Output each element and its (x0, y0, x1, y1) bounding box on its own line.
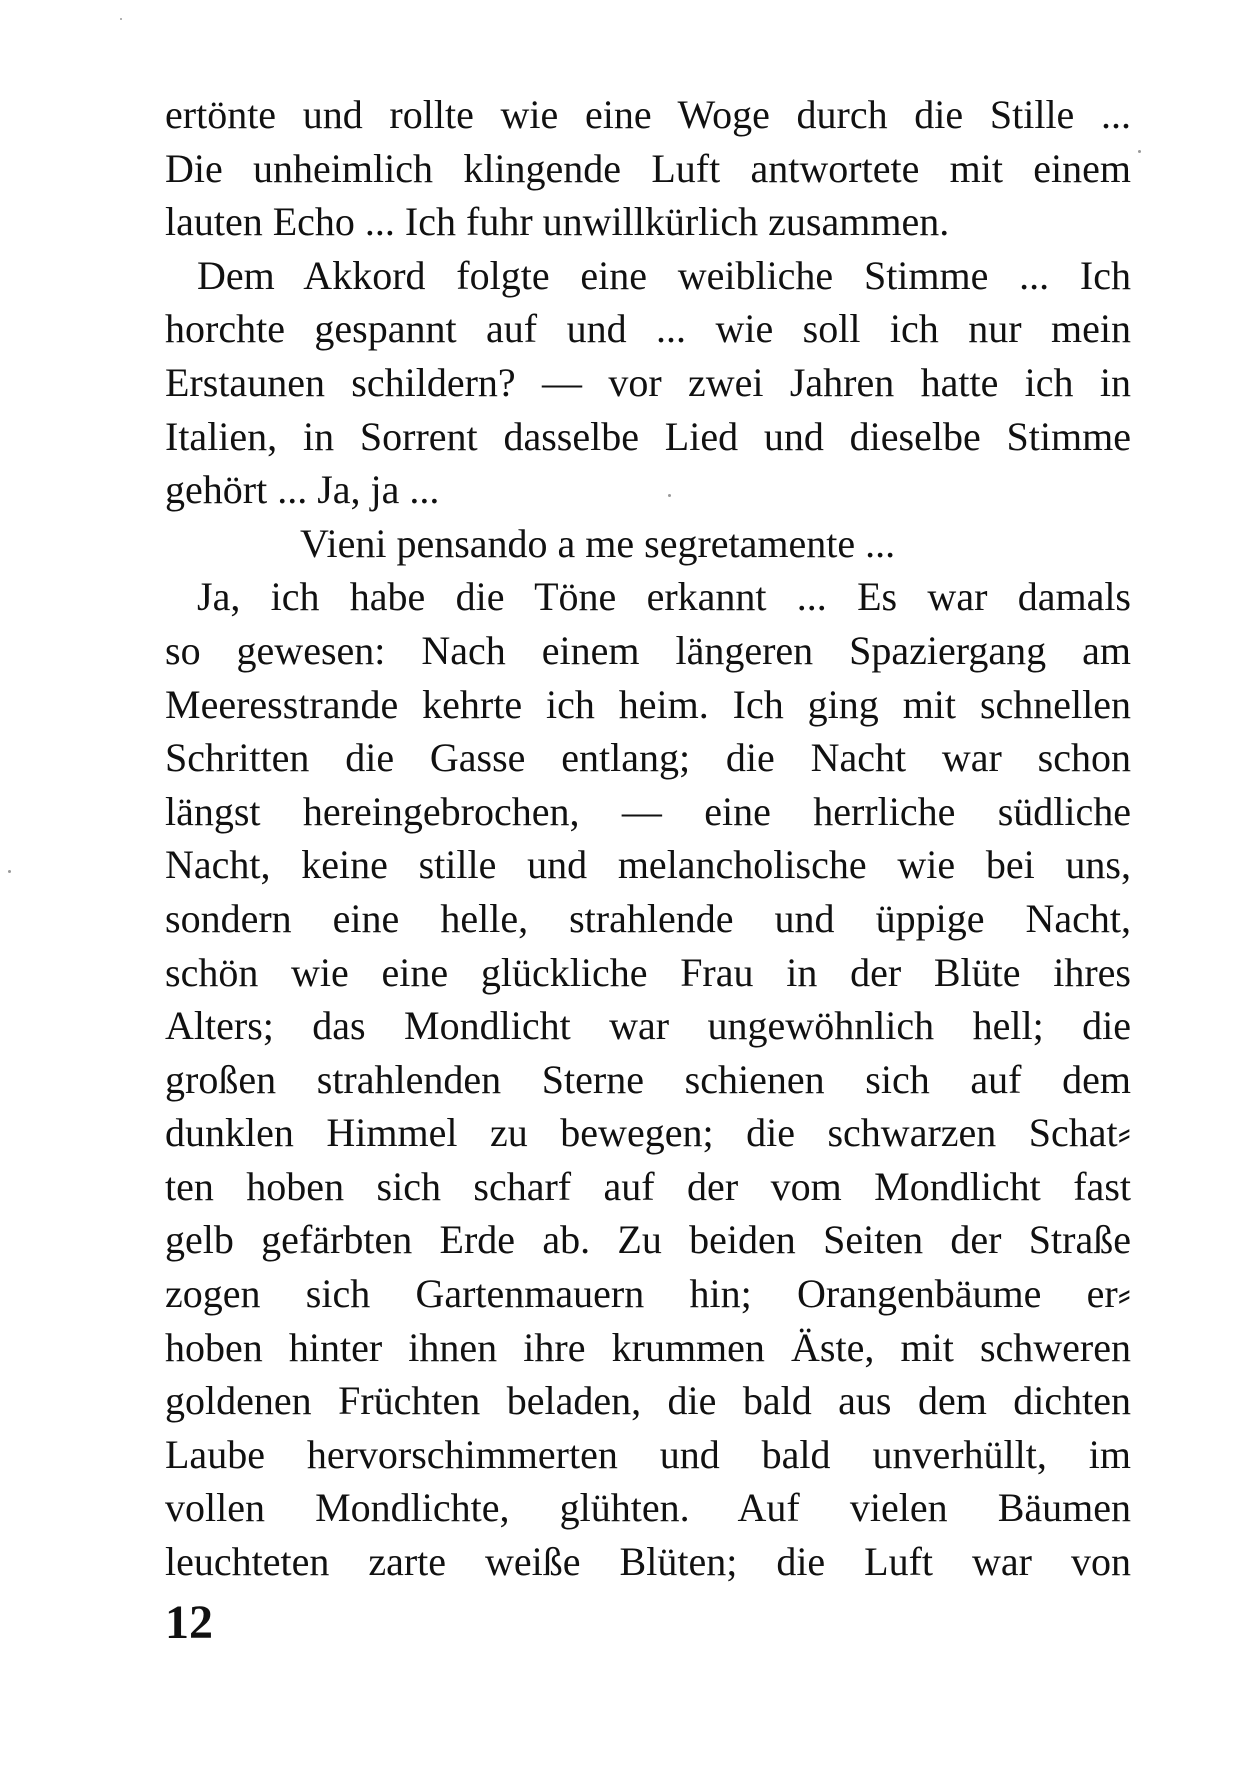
text-line: sondern eine helle, strahlende und üppige Nacht, (165, 895, 1131, 941)
text-line: so gewesen: Nach einem längeren Spaziergang am (165, 627, 1131, 673)
text-line: zogen sich Gartenmauern hin; Orangenbäume er⸗ (165, 1271, 1131, 1317)
text-line: horchte gespannt auf und ... wie soll ich nur mein (165, 306, 1131, 352)
text-line: Erstaunen schildern? — vor zwei Jahren hatte ich in (165, 359, 1131, 405)
scan-speck (120, 18, 122, 20)
text-line: Ja, ich habe die Töne erkannt ... Es war damals (197, 574, 1131, 620)
text-line: dunklen Himmel zu bewegen; die schwarzen Schat⸗ (165, 1110, 1131, 1156)
text-line: gehört ... Ja, ja ... (165, 467, 440, 513)
text-line: goldenen Früchten beladen, die bald aus dem dichten (165, 1378, 1131, 1424)
text-line: schön wie eine glückliche Frau in der Blüte ihres (165, 949, 1131, 995)
text-line: Nacht, keine stille und melancholische wie bei uns, (165, 842, 1131, 888)
text-line: gelb gefärbten Erde ab. Zu beiden Seiten der Straße (165, 1217, 1131, 1263)
scan-speck (668, 494, 671, 497)
text-line: leuchteten zarte weiße Blüten; die Luft war von (165, 1539, 1131, 1585)
verse-line: Vieni pensando a me segretamente ... (300, 520, 896, 566)
scan-speck (8, 870, 11, 873)
text-line: Die unheimlich klingende Luft antwortete mit einem (165, 145, 1131, 191)
text-line: längst hereingebrochen, — eine herrliche südliche (165, 788, 1131, 834)
page-number: 12 (165, 1596, 213, 1649)
scan-speck (1138, 150, 1141, 153)
text-line: Meeresstrande kehrte ich heim. Ich ging mit schnellen (165, 681, 1131, 727)
text-line: vollen Mondlichte, glühten. Auf vielen Bäumen (165, 1485, 1131, 1531)
text-line: Alters; das Mondlicht war ungewöhnlich hell; die (165, 1003, 1131, 1049)
text-line: Dem Akkord folgte eine weibliche Stimme ... Ich (197, 252, 1131, 298)
text-line: lauten Echo ... Ich fuhr unwillkürlich zusammen. (165, 199, 950, 245)
text-line: hoben hinter ihnen ihre krummen Äste, mit schweren (165, 1324, 1131, 1370)
body-text (165, 88, 1131, 1589)
text-line: ertönte und rollte wie eine Woge durch die Stille ... (165, 92, 1131, 137)
text-line: Laube hervorschimmerten und bald unverhüllt, im (165, 1431, 1131, 1477)
text-line: Schritten die Gasse entlang; die Nacht war schon (165, 735, 1131, 781)
text-line: ten hoben sich scharf auf der vom Mondlicht fast (165, 1163, 1131, 1209)
text-line: Italien, in Sorrent dasselbe Lied und dieselbe Stimme (165, 413, 1131, 459)
text-line: großen strahlenden Sterne schienen sich auf dem (165, 1056, 1131, 1102)
